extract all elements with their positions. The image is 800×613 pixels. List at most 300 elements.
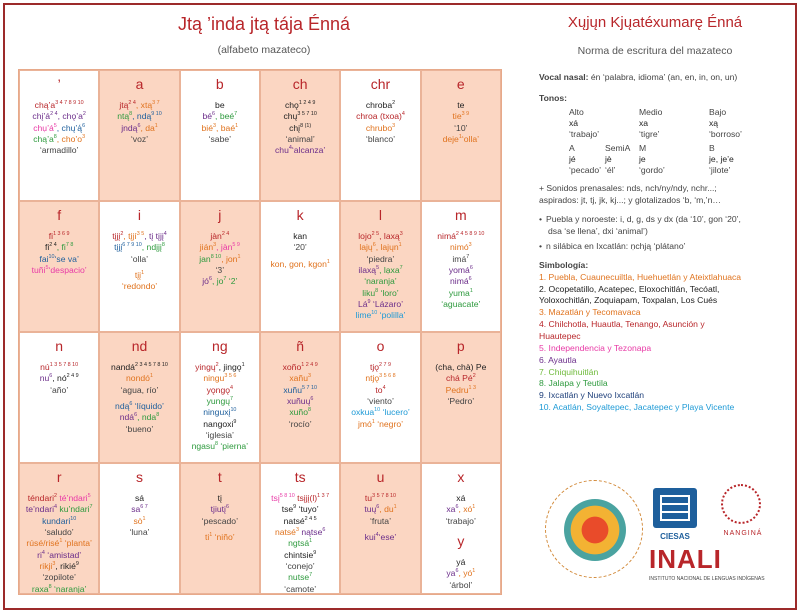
example-line	[262, 385, 338, 396]
example-word	[365, 493, 396, 503]
variant-numbers: 8	[161, 242, 165, 249]
example-word	[26, 538, 62, 548]
example-line	[262, 584, 338, 594]
variant-numbers: 8	[53, 134, 57, 141]
example-line	[262, 373, 338, 384]
variant-numbers: 2 4	[49, 242, 57, 249]
example-line	[262, 407, 338, 418]
variant-numbers: 3	[213, 242, 217, 249]
variant-numbers: 4	[288, 145, 292, 152]
example-word	[351, 407, 380, 417]
variant-numbers: 6	[469, 265, 473, 272]
example-line	[262, 396, 338, 407]
example-text: nu	[39, 373, 50, 384]
example-word	[376, 242, 402, 252]
example-line	[423, 568, 499, 579]
example-text: sò	[133, 515, 143, 526]
example-text: , lajųn	[375, 242, 399, 253]
example-word	[57, 493, 91, 503]
example-text: , ndįjį	[141, 242, 162, 253]
variant-numbers: 2 4 5	[304, 515, 317, 522]
alphabet-title: Jtą ’inda jtą tája Énná	[177, 14, 351, 34]
example-word	[366, 134, 395, 144]
variant-numbers: 9	[367, 299, 371, 306]
example-word	[458, 504, 475, 514]
example-word	[446, 373, 476, 383]
example-line	[21, 538, 97, 549]
example-line	[423, 242, 499, 253]
tone-word: je	[639, 154, 646, 165]
example-line	[182, 430, 258, 441]
example-text: , jo	[211, 276, 224, 287]
example-text: nimá	[437, 231, 456, 241]
variant-numbers: 3	[468, 242, 472, 249]
example-line	[342, 310, 418, 321]
example-word	[121, 385, 159, 395]
example-text: sa	[131, 504, 141, 515]
example-word	[289, 373, 311, 383]
example-word	[123, 231, 144, 241]
example-text: ‘naranja’	[51, 583, 87, 594]
example-text: chụ’á	[33, 122, 54, 133]
example-word	[114, 242, 142, 252]
alphabet-letter: t	[217, 469, 222, 485]
alphabet-letter: j	[218, 207, 222, 223]
example-line	[262, 561, 338, 572]
example-line	[342, 254, 418, 265]
alphabet-letter: r	[56, 469, 62, 485]
tone-word: xá	[569, 118, 579, 129]
example-word	[283, 111, 316, 121]
alphabet-letter: x	[457, 469, 465, 485]
alphabet-cell	[180, 332, 260, 463]
alphabet-letter: p	[456, 338, 465, 354]
example-line	[182, 419, 258, 430]
variant-numbers: 1	[398, 242, 402, 249]
example-word	[142, 242, 165, 252]
example-word	[271, 493, 295, 503]
example-word	[211, 504, 229, 514]
example-text: ‘árbol’	[449, 579, 473, 590]
variant-numbers: 8	[156, 412, 160, 419]
alphabet-cell	[99, 70, 179, 201]
example-text: ‘sabe’	[208, 134, 232, 145]
tone-header: Alto	[569, 107, 584, 118]
example-text: jmó	[357, 418, 372, 429]
example-word	[121, 123, 140, 133]
example-word	[366, 100, 395, 110]
prenasal-line-2: aspirados: jt, tj, jk, kj...; y glotalizados ‘b, ‘m,’n…	[539, 194, 721, 205]
example-text: , lạxa	[379, 265, 400, 276]
example-line	[182, 231, 258, 242]
example-text: , cho’o	[56, 134, 83, 145]
example-text: tįjį	[112, 231, 121, 241]
variant-numbers: 2	[392, 100, 396, 107]
example-line	[423, 362, 499, 373]
variant-numbers: 8 10	[210, 253, 222, 260]
example-word	[42, 516, 76, 526]
variant-numbers: 1 3 7	[317, 493, 330, 500]
alphabet-letter: e	[456, 76, 465, 92]
example-word	[111, 362, 168, 372]
alphabet-letter: f	[57, 207, 62, 223]
example-word	[270, 259, 329, 269]
example-line	[182, 254, 258, 265]
example-word	[32, 111, 57, 121]
example-word	[362, 288, 378, 298]
alphabet-cell	[340, 70, 420, 201]
example-word	[202, 516, 238, 526]
example-text: ‘redondo’	[121, 281, 158, 292]
example-line	[101, 111, 177, 122]
example-line	[342, 242, 418, 253]
example-text: lime	[355, 310, 372, 321]
tone-glosse: ‘trabajo’	[569, 129, 600, 140]
example-text: deje	[442, 134, 459, 145]
tone-word: xa	[639, 118, 649, 129]
example-text: jan	[199, 253, 211, 264]
example-word	[120, 412, 137, 422]
example-word	[32, 265, 49, 275]
example-line	[262, 231, 338, 242]
example-text: xuñuų	[286, 396, 311, 407]
simbologia-item: 3. Mazatlán y Tecomavaca	[539, 307, 641, 318]
nangina-logo-icon	[721, 484, 761, 524]
example-word	[32, 584, 52, 594]
variant-numbers: 2 3 4 5 7 8 10	[134, 362, 168, 369]
variant-numbers: 6	[212, 111, 216, 118]
example-word	[289, 123, 311, 133]
variant-numbers: 3 7	[152, 100, 160, 107]
example-word	[299, 527, 325, 537]
example-word	[28, 493, 57, 503]
example-text: , xó	[458, 504, 473, 515]
example-line	[101, 281, 177, 292]
example-word	[296, 504, 318, 514]
example-line	[182, 265, 258, 276]
variant-numbers: 6	[137, 122, 141, 129]
example-word	[132, 401, 164, 411]
example-word	[207, 385, 233, 395]
example-text: tse	[281, 504, 294, 515]
example-line	[342, 299, 418, 310]
example-text: ‘ese’	[378, 532, 397, 543]
example-word	[378, 288, 399, 298]
example-word	[37, 550, 45, 560]
example-text: , nó	[52, 373, 67, 384]
example-line	[21, 527, 97, 538]
example-word	[293, 231, 307, 241]
example-word	[199, 254, 221, 264]
tones-table-2	[569, 143, 789, 175]
example-text: , rikié	[55, 561, 76, 572]
example-word	[131, 134, 148, 144]
tone-header: B	[709, 143, 715, 154]
example-text: chą’a	[33, 134, 54, 145]
example-text: chį’á	[32, 111, 51, 122]
example-word	[200, 242, 216, 252]
example-word	[62, 538, 92, 548]
example-word	[50, 385, 68, 395]
example-word	[284, 550, 316, 560]
example-word	[49, 231, 70, 241]
alphabet-cell	[340, 201, 420, 332]
simbologia-list	[539, 272, 789, 414]
example-line	[342, 407, 418, 418]
variant-numbers: 6	[208, 276, 212, 283]
variant-numbers: 3 5 6	[224, 373, 237, 380]
example-line	[101, 401, 177, 412]
example-word	[285, 100, 315, 110]
variant-numbers: 2 4 5 8 9 10	[455, 231, 485, 238]
example-line	[182, 504, 258, 515]
example-text: tį	[217, 493, 222, 503]
variant-numbers: 6	[129, 401, 133, 408]
tone-glosse: ‘tigre’	[639, 129, 660, 140]
example-text: ilaxą	[358, 265, 377, 276]
example-line	[21, 134, 97, 145]
example-word	[379, 265, 403, 275]
example-line	[342, 532, 418, 543]
tone-word: jé	[569, 154, 576, 165]
example-line	[21, 265, 97, 276]
example-word	[282, 504, 296, 514]
example-word	[112, 231, 123, 241]
example-text: tie	[452, 111, 462, 122]
alphabet-cell	[260, 201, 340, 332]
example-line	[101, 385, 177, 396]
variant-numbers: 5	[53, 122, 57, 129]
example-line	[182, 441, 258, 452]
example-word	[39, 254, 54, 264]
alphabet-cell	[19, 463, 99, 594]
example-word	[283, 362, 318, 372]
variant-numbers: 8 (1)	[300, 122, 312, 129]
example-word	[133, 516, 145, 526]
example-word	[375, 385, 385, 395]
nasal-text: én ‘palabra, idioma’ (an, en, in, on, un)	[590, 72, 738, 82]
example-text: ‘agua, río’	[120, 384, 159, 395]
example-text: , jingǫ	[218, 362, 242, 372]
example-word	[57, 242, 74, 252]
example-word	[452, 254, 469, 264]
example-word	[218, 493, 222, 503]
variant-numbers: 6 7 9 10	[122, 242, 142, 249]
example-text: tjiutį	[210, 504, 226, 515]
variant-numbers: 2	[82, 111, 86, 118]
example-word	[288, 538, 312, 548]
example-text: ya	[446, 568, 456, 579]
example-line	[101, 504, 177, 515]
example-text: ‘iglesia’	[205, 430, 234, 441]
example-word	[57, 134, 85, 144]
alphabet-letter: ’	[57, 76, 61, 92]
example-text: ‘naranja’	[364, 276, 397, 287]
example-word	[289, 407, 311, 417]
example-line	[262, 419, 338, 430]
variant-numbers: 3 5 7 10	[297, 111, 317, 118]
example-text: ‘fruta’	[369, 515, 391, 526]
tone-glosse: ‘jilote’	[709, 165, 731, 176]
variant-numbers: 6	[225, 504, 229, 511]
example-line	[342, 123, 418, 134]
example-word	[129, 527, 149, 537]
tone-word: je, je’e	[709, 154, 734, 165]
example-text: ningu	[203, 373, 225, 384]
example-line	[342, 493, 418, 504]
alphabet-cell	[180, 70, 260, 201]
example-text: be	[215, 100, 225, 110]
example-word	[33, 134, 57, 144]
example-line	[182, 242, 258, 253]
alphabet-cell	[340, 463, 420, 594]
example-line	[101, 254, 177, 265]
alphabet-cell	[99, 463, 179, 594]
variant-numbers: 2	[472, 373, 476, 380]
alphabet-letter: nd	[131, 338, 148, 354]
variant-numbers: 1	[309, 538, 313, 545]
example-text: jó	[202, 276, 209, 287]
simbologia-item: 4. Chilchotla, Huautla, Tenango, Asunción y	[539, 319, 705, 330]
example-text: ‘3’	[215, 265, 225, 276]
example-word	[144, 231, 167, 241]
example-word	[379, 532, 397, 542]
example-word	[57, 504, 92, 514]
simbologia-item: 5. Independencia y Tezonapa	[539, 342, 652, 353]
example-text: xá	[456, 493, 466, 503]
example-line	[182, 396, 258, 407]
example-word	[202, 123, 216, 133]
variant-numbers: 8	[375, 287, 379, 294]
example-line	[21, 584, 97, 594]
example-word	[462, 134, 479, 144]
tone-header: M	[639, 143, 647, 154]
example-text: , ndą	[132, 111, 152, 122]
variant-numbers: 3	[82, 134, 86, 141]
example-line	[21, 561, 97, 572]
example-line	[101, 424, 177, 435]
alphabet-cell	[260, 70, 340, 201]
inali-subtitle: INSTITUTO NACIONAL DE LENGUAS INDÍGENAS	[649, 576, 765, 582]
variant-numbers: 8	[48, 583, 52, 590]
alphabet-cell	[19, 332, 99, 463]
example-text: sá	[134, 493, 145, 503]
example-word	[447, 396, 474, 406]
example-line	[342, 419, 418, 430]
simbologia-item: Yoloxochitlán, Zoquiapam, Toxpalan, Los Cués	[539, 295, 718, 306]
example-line	[423, 299, 499, 310]
norma-panel	[539, 72, 789, 414]
example-word	[380, 407, 410, 417]
example-word	[212, 276, 226, 286]
example-line	[101, 270, 177, 281]
tone-glosse: ‘él’	[605, 165, 616, 176]
variant-numbers: 1	[326, 258, 330, 265]
example-word	[57, 123, 85, 133]
example-word	[40, 145, 79, 155]
example-line	[101, 123, 177, 134]
alphabet-cell	[19, 201, 99, 332]
variant-numbers: 3	[213, 122, 216, 129]
example-word	[289, 419, 312, 429]
bullet-ixcatlan: • n silábica en Ixcatlán: ṇchją ‘plátano’	[539, 241, 789, 253]
example-text: téndari	[27, 493, 55, 503]
variant-numbers: 4	[54, 504, 58, 511]
example-text: ‘blanco’	[365, 134, 396, 145]
example-line	[21, 504, 97, 515]
example-text: tsį	[271, 493, 280, 503]
example-text: ‘Lázaro’	[370, 299, 404, 310]
variant-numbers: 8	[214, 441, 218, 448]
variant-numbers: 4	[375, 532, 379, 539]
nasal-label: Vocal nasal:	[539, 72, 589, 82]
example-text: ‘despacio’	[48, 265, 87, 276]
example-text: ‘olla’	[461, 134, 480, 145]
example-word	[435, 362, 486, 372]
example-line	[342, 231, 418, 242]
example-word	[221, 254, 240, 264]
example-word	[284, 516, 317, 526]
example-line	[262, 134, 338, 145]
example-text: kui	[364, 532, 376, 543]
example-text: jián	[199, 242, 214, 253]
simbologia-item: 9. Ixcatlán y Nuevo Ixcatlán	[539, 390, 645, 401]
variant-numbers: 9	[293, 504, 297, 511]
example-text: yá	[456, 557, 466, 568]
example-word	[371, 299, 403, 309]
example-text: ku’ndari	[57, 504, 90, 515]
example-line	[182, 373, 258, 384]
simbologia-label: Simbología:	[539, 260, 589, 271]
variant-numbers: 1 3	[468, 384, 477, 391]
example-text: tuñi	[31, 265, 46, 276]
variant-numbers: 8	[129, 111, 133, 118]
example-word	[55, 254, 79, 264]
variant-numbers: 2 5	[371, 231, 380, 238]
example-word	[449, 580, 472, 590]
variant-numbers: 5 8 10	[279, 493, 295, 500]
example-line	[182, 276, 258, 287]
tones-table-1	[569, 107, 789, 139]
example-word	[365, 532, 379, 542]
example-text: chį	[289, 122, 301, 133]
example-text: bié	[201, 122, 213, 133]
example-text: natsé	[274, 527, 296, 538]
tone-glosse: ‘borroso’	[709, 129, 742, 140]
example-text: rikji	[39, 561, 53, 572]
example-word	[456, 557, 465, 567]
example-word	[456, 493, 465, 503]
example-word	[454, 123, 467, 133]
example-word	[137, 412, 159, 422]
example-word	[58, 111, 86, 121]
tone-header: A	[569, 143, 575, 154]
example-word	[126, 424, 154, 434]
example-text: yuma	[448, 287, 470, 298]
variant-numbers: 4	[163, 231, 167, 238]
simbologia-item: Huautepec	[539, 331, 581, 342]
variant-numbers: 6	[322, 527, 326, 534]
variant-numbers: 1 3 6 9	[53, 231, 70, 238]
tone-glosse: ‘pecado’	[569, 165, 602, 176]
example-text: chroa (txoa)	[356, 111, 402, 122]
example-text: ‘pierna’	[217, 441, 249, 452]
example-text: tjǫ	[369, 362, 380, 372]
example-word	[284, 584, 316, 594]
example-word	[140, 123, 157, 133]
example-line	[423, 493, 499, 504]
alphabet-subtitle: (alfabeto mazateco)	[217, 44, 311, 56]
